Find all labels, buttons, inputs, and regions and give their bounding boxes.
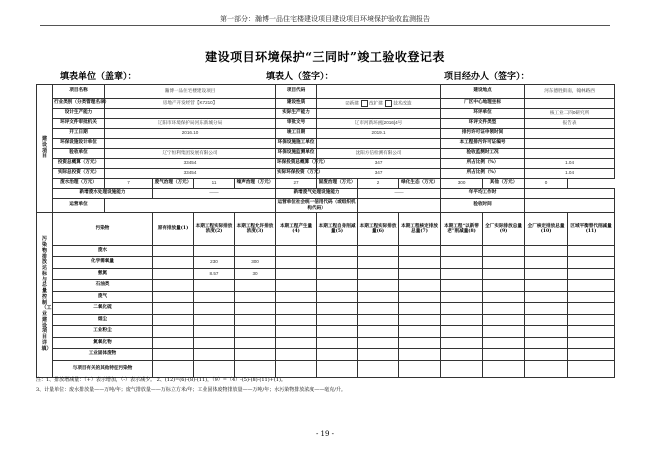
budget-ratio-value: 1.04 [525, 159, 615, 169]
project-name-label: 项目名称 [53, 85, 105, 99]
pollutant-name: 废水 [53, 245, 153, 257]
pollutant-name: 化学需氧量 [53, 257, 153, 269]
acceptance-unit-label: 验收单位 [53, 149, 105, 159]
eia-type-label: 环评文件类型 [441, 119, 525, 129]
acceptance-unit-value: 辽宁恒利集团发展有限公司 [105, 149, 276, 159]
eia-unit-value: 核工业二四0研究所 [525, 109, 615, 119]
new-gas-capacity-label: 新增废气处理设施能力 [276, 189, 358, 199]
note-line: 3、计量单位：废水排放量——万吨/年；废气排放量——万标立方米/年；工业固体废物排放量——万吨/年；水污染物排放浓度——毫克/升。 [36, 386, 346, 393]
row-new-capacity [37, 189, 615, 199]
construction-nature-label: 建设性质 [276, 99, 317, 109]
design-unit-label: 环保设施设计单位 [53, 139, 105, 149]
investment-ratio-label: 所占比例（%） [441, 169, 525, 179]
filling-unit-label: 填表单位（盖章）： [60, 72, 137, 82]
col-header-6: 本期工程实际排放量(6) [358, 213, 399, 246]
new-wastewater-capacity-value: —— [153, 189, 276, 199]
note-line: 注：1、排放增减量：（+）表示增加，（-）表示减少。 2、(12)=(6)-(8)-(11)，（9）=（4）-(5)-(8)-(11)+(1)。 [36, 377, 286, 383]
ammonia-allowed-concentration: 30 [235, 268, 276, 280]
actual-env-investment-value: 347 [317, 169, 441, 179]
project-code-value [317, 85, 441, 99]
actual-capacity-label: 实际生产能力 [276, 109, 317, 119]
row-acceptance [37, 149, 615, 159]
acceptance-time-value [525, 199, 615, 213]
row-actual-investment [37, 169, 615, 179]
env-budget-label: 环保投资总概算（万元） [276, 159, 317, 169]
table-row [37, 280, 615, 292]
operating-condition-label: 验收监测时工况 [441, 149, 525, 159]
total-budget-label: 投资总概算（万元） [53, 159, 105, 169]
design-unit-value [105, 139, 276, 149]
permit-apply-time-value [525, 129, 615, 139]
solid-waste-cost-value: 2 [358, 179, 399, 189]
col-header-10: 全厂核定排放总量(10) [525, 213, 568, 246]
actual-env-investment-label: 实际环保投资（万元） [276, 169, 317, 179]
annual-hours-value [525, 189, 615, 199]
location-label: 建设地点 [441, 85, 525, 99]
unchecked-box-icon [385, 100, 392, 107]
cod-actual-concentration: 230 [194, 257, 235, 269]
table-row [37, 360, 615, 377]
total-budget-value: 33454 [105, 159, 276, 169]
col-header-9: 全厂实际排放总量(9) [483, 213, 525, 246]
monitoring-unit-value: 沈阳方信检测有限公司 [317, 149, 441, 159]
waste-gas-cost-value: 11 [194, 179, 235, 189]
credit-code-value [358, 199, 441, 213]
table-row [37, 268, 615, 280]
coordinates-value [525, 99, 615, 109]
col-header-3: 本期工程允许排放浓度(3) [235, 213, 276, 246]
row-treatment-costs [37, 179, 615, 189]
permit-apply-time-label: 排污许可证申领时间 [441, 129, 525, 139]
noise-cost-label: 噪声治理（万元） [235, 179, 276, 189]
industry-label: 行业类别（分类管理名录） [53, 99, 105, 109]
operator-label: 运营单位 [53, 199, 105, 213]
solid-waste-cost-label: 固废治理（万元） [317, 179, 358, 189]
row-approval [37, 119, 615, 129]
completion-date-label: 竣工日期 [276, 129, 317, 139]
construction-unit-value [317, 139, 441, 149]
page-number: - 19 - [315, 430, 335, 438]
other-cost-label: 其他（万元） [483, 179, 525, 189]
construction-unit-label: 环保设施施工单位 [276, 139, 317, 149]
registration-table [36, 84, 615, 378]
completion-date-value: 2019.1 [317, 129, 441, 139]
new-wastewater-capacity-label: 新增废水处理设施能力 [53, 189, 153, 199]
row-capacity [37, 109, 615, 119]
permit-number-label: 本工程排污许可证编号 [441, 139, 525, 149]
pollutant-name: 石油类 [53, 280, 153, 292]
pollutant-col-header: 污染物 [53, 213, 153, 246]
table-row [37, 245, 615, 257]
notes [36, 376, 636, 395]
row-facility-units [37, 139, 615, 149]
approval-authority-label: 环评文件审批机关 [53, 119, 105, 129]
greening-cost-label: 绿化生态（万元） [399, 179, 441, 189]
design-capacity-label: 设计生产能力 [53, 109, 105, 119]
col-header-1: 原有排放量(1) [153, 213, 194, 246]
pollutant-name: 氮氧化物 [53, 337, 153, 349]
env-budget-value: 347 [317, 159, 441, 169]
row-dates [37, 129, 615, 139]
approval-number-value: 辽市河新环函[2016]4号 [317, 119, 441, 129]
col-header-4: 本期工程产生量(4) [276, 213, 317, 246]
coordinates-label: 厂区中心地理坐标 [441, 99, 525, 109]
monitoring-unit-label: 环保设施监测单位 [276, 149, 317, 159]
unchecked-box-icon [361, 100, 368, 107]
col-header-11: 区域平衡替代削减量(11) [568, 213, 615, 246]
actual-investment-label: 实际总投资（万元） [53, 169, 105, 179]
start-date-label: 开工日期 [53, 129, 105, 139]
side-label-project: 建设项目 [37, 85, 53, 213]
row-budget [37, 159, 615, 169]
manager-label: 项目经办人（签字）： [444, 72, 530, 82]
row-industry [37, 99, 615, 109]
col-header-5: 本期工程自身削减量(5) [317, 213, 358, 246]
col-header-2: 本期工程实际排放浓度(2) [194, 213, 235, 246]
eia-type-value: 报告表 [525, 119, 615, 129]
table-row [37, 303, 615, 315]
table-row [37, 257, 615, 269]
new-gas-capacity-value: —— [358, 189, 441, 199]
actual-capacity-value [317, 109, 441, 119]
noise-cost-value: 27 [276, 179, 317, 189]
credit-code-label: 运营单位社会统一信用代码（或组织机构代码） [277, 200, 356, 211]
table-row [37, 291, 615, 303]
budget-ratio-label: 所占比例（%） [441, 159, 525, 169]
col-header-8: 本期工程“以新带老”削减量(8) [441, 213, 483, 246]
annual-hours-label: 年平均工作时 [441, 189, 525, 199]
row-project-name [37, 85, 615, 99]
table-row [37, 349, 615, 361]
industry-value: 房地产开发经营【K7210】 [105, 99, 276, 109]
location-value: 河东德胜街南，翰林路西 [525, 85, 615, 99]
operating-condition-value [525, 149, 615, 159]
other-cost-value: 0 [525, 179, 568, 189]
pollutant-name: 氨氮 [53, 268, 153, 280]
construction-nature-options: ☑新建 改扩建 技术改造 [317, 99, 441, 109]
investment-ratio-value: 1.04 [525, 169, 615, 179]
table-row [37, 326, 615, 338]
pollutant-name: 工业固体废物 [53, 349, 153, 361]
ammonia-actual-concentration: 8.57 [194, 268, 235, 280]
related-pollutants-label: 与项目有关的其他特征污染物 [53, 360, 153, 377]
page-header: 第一部分：瀚博一品住宅楼建设项目建设项目环境保护验收监测报告 [220, 15, 430, 23]
col-header-7: 本期工程核定排放总量(7) [399, 213, 441, 246]
greening-cost-value: 300 [441, 179, 483, 189]
header-divider [40, 25, 610, 26]
form-title: 建设项目环境保护“三同时”竣工验收登记表 [205, 50, 445, 64]
table-row [37, 337, 615, 349]
design-capacity-value [105, 109, 276, 119]
pollutant-name: 二氧化硫 [53, 303, 153, 315]
project-name-value: 瀚博一品住宅楼建设项目 [105, 85, 276, 99]
project-code-label: 项目代码 [276, 85, 317, 99]
approval-authority-value: 辽阳市环境保护局河东新城分局 [105, 119, 276, 129]
pollutant-name: 烟尘 [53, 314, 153, 326]
pollutant-header-row [37, 213, 615, 246]
wastewater-cost-label: 废水治理（万元） [53, 179, 105, 189]
acceptance-time-label: 验收时间 [441, 199, 525, 213]
table-row [37, 314, 615, 326]
start-date-value: 2016.10 [105, 129, 276, 139]
waste-gas-cost-label: 废气治理（万元） [153, 179, 194, 189]
cod-allowed-concentration: 300 [235, 257, 276, 269]
operator-value [105, 199, 276, 213]
filler-label: 填表人（签字）： [266, 72, 334, 82]
permit-number-value [525, 139, 615, 149]
checked-box-icon: ☑ [345, 100, 350, 106]
wastewater-cost-value: 7 [105, 179, 153, 189]
pollutant-name: 工业粉尘 [53, 326, 153, 338]
row-operator [37, 199, 615, 213]
side-label-pollutant: 污染物排放达标与总量控制（工业建设项目详填） [37, 213, 53, 378]
eia-unit-label: 环评单位 [441, 109, 525, 119]
approval-number-label: 审批文号 [276, 119, 317, 129]
pollutant-name: 废气 [53, 291, 153, 303]
actual-investment-value: 33454 [105, 169, 276, 179]
